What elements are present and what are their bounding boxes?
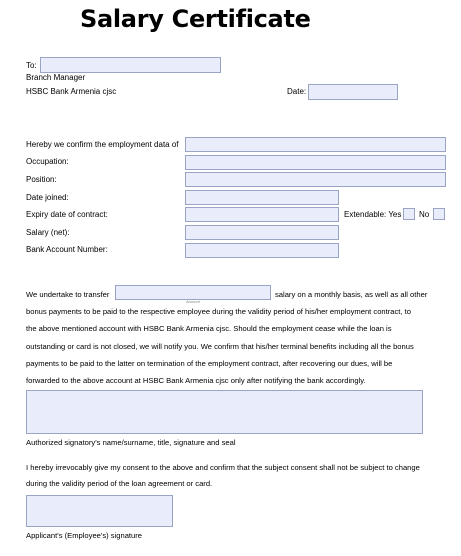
confirm-employment-label: Hereby we confirm the employment data of bbox=[26, 140, 179, 149]
position-label: Position: bbox=[26, 175, 57, 184]
extendable-no-checkbox[interactable] bbox=[433, 208, 445, 220]
recipient-line2: HSBC Bank Armenia cjsc bbox=[26, 87, 117, 96]
employee-name-field[interactable] bbox=[185, 137, 446, 152]
transfer-lead-text: We undertake to transfer bbox=[26, 290, 110, 299]
transfer-paragraph-line: forwarded to the above account at HSBC Bank Armenia cjsc only after notifying the bank accordingly. bbox=[26, 376, 366, 385]
to-label: To: bbox=[26, 61, 37, 70]
date-joined-label: Date joined: bbox=[26, 193, 69, 202]
expiry-date-label: Expiry date of contract: bbox=[26, 210, 108, 219]
transfer-after-field-text: salary on a monthly basis, as well as all other bbox=[275, 290, 428, 299]
transfer-amount-field[interactable] bbox=[115, 285, 271, 300]
date-label: Date: bbox=[287, 87, 307, 96]
date-field[interactable] bbox=[308, 84, 398, 100]
recipient-line1: Branch Manager bbox=[26, 73, 86, 82]
date-joined-field[interactable] bbox=[185, 190, 339, 205]
bank-account-field[interactable] bbox=[185, 243, 339, 258]
page-title: Salary Certificate bbox=[80, 5, 311, 33]
salary-field[interactable] bbox=[185, 225, 339, 240]
transfer-paragraph-line: payments to be paid to the latter on termination of the employment contract, after recovering our dues, will be bbox=[26, 359, 393, 368]
salary-label: Salary (net): bbox=[26, 228, 70, 237]
authorized-signatory-field[interactable] bbox=[26, 390, 423, 434]
transfer-paragraph-line: outstanding or card is not closed, we will notify you. We confirm that his/her terminal benefits including all the bonus bbox=[26, 342, 414, 351]
transfer-paragraph-line: bonus payments to be paid to the respective employee during the validity period of his/her employment contract, to bbox=[26, 307, 411, 316]
expiry-date-field[interactable] bbox=[185, 207, 339, 222]
extendable-yes-checkbox[interactable] bbox=[403, 208, 415, 220]
position-field[interactable] bbox=[185, 172, 446, 187]
bank-account-label: Bank Account Number: bbox=[26, 245, 108, 254]
occupation-field[interactable] bbox=[185, 155, 446, 170]
extendable-yes-label: Extendable: Yes bbox=[344, 210, 402, 219]
to-field[interactable] bbox=[40, 57, 221, 73]
applicant-signature-caption: Applicant's (Employee's) signature bbox=[26, 531, 143, 540]
consent-line: during the validity period of the loan agreement or card. bbox=[26, 479, 213, 488]
consent-line: I hereby irrevocably give my consent to the above and confirm that the subject consent shall not be subject to change bbox=[26, 463, 420, 472]
extendable-no-label: No bbox=[419, 210, 430, 219]
authorized-signatory-caption: Authorized signatory's name/surname, title, signature and seal bbox=[26, 438, 236, 447]
transfer-paragraph-line: the above mentioned account with HSBC Bank Armenia cjsc. Should the employment cease while the loan is bbox=[26, 324, 392, 333]
amount-hint: Amount bbox=[186, 299, 200, 304]
applicant-signature-field[interactable] bbox=[26, 495, 173, 527]
occupation-label: Occupation: bbox=[26, 157, 69, 166]
